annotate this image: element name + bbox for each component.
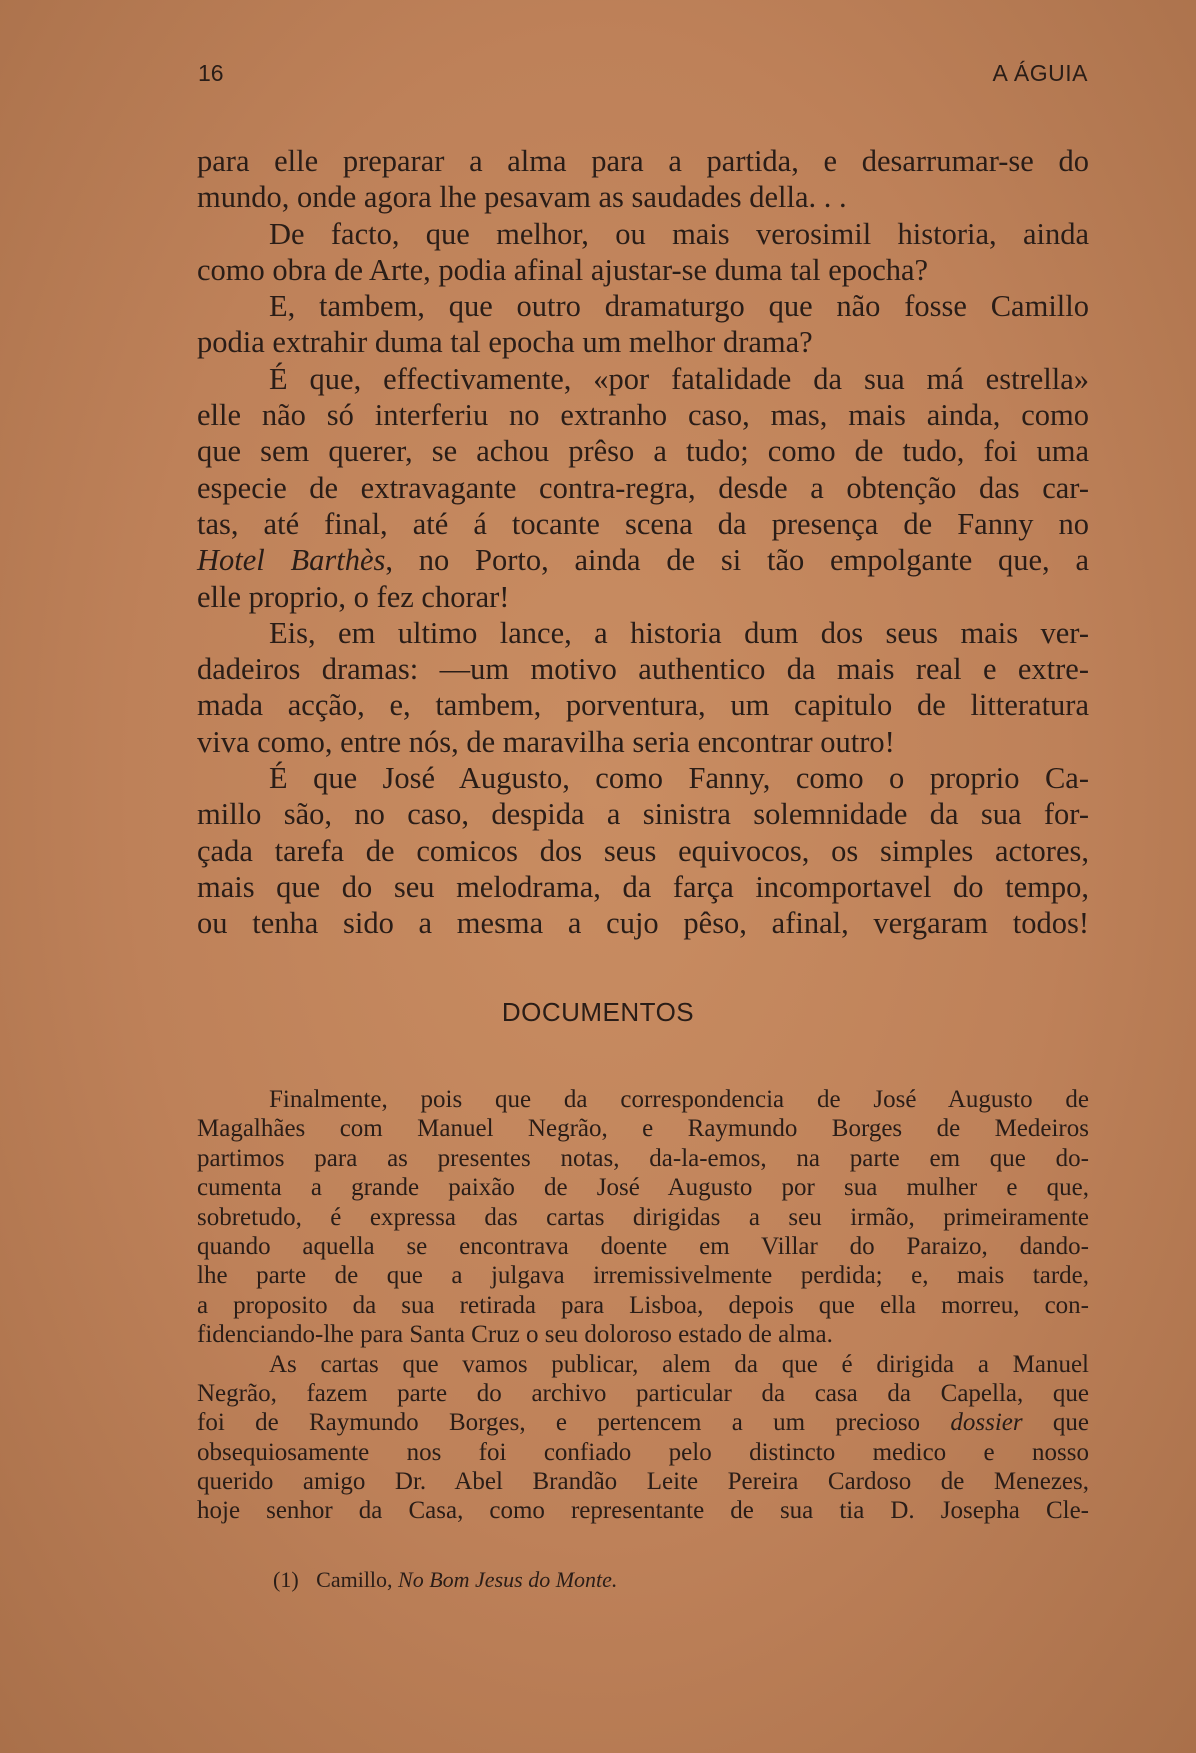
text-line: çada tarefa de comicos dos seus equivocos, os simples actores,: [197, 833, 1089, 868]
text-line: foi de Raymundo Borges, e pertencem a um precioso dossier que: [197, 1409, 1089, 1437]
text-line: mais que do seu melodrama, da farça incomportavel do tempo,: [197, 869, 1089, 904]
footnote-work: No Bom Jesus do Monte.: [398, 1567, 618, 1592]
italic-title: Hotel Barthès: [197, 543, 386, 578]
text-line: viva como, entre nós, de maravilha seria encontrar outro!: [197, 724, 895, 759]
text-line: As cartas que vamos publicar, alem da que é dirigida a Manuel: [269, 1350, 1089, 1378]
footnote: [273, 1567, 617, 1593]
text-line: Eis, em ultimo lance, a historia dum dos seus mais ver-: [269, 615, 1089, 650]
text-line: E, tambem, que outro dramaturgo que não fosse Camillo: [269, 289, 1089, 324]
text-line: fidenciando-lhe para Santa Cruz o seu doloroso estado de alma.: [197, 1321, 833, 1349]
text-line: Finalmente, pois que da correspondencia de José Augusto de: [269, 1086, 1089, 1113]
text-line: De facto, que melhor, ou mais verosimil historia, ainda: [269, 216, 1089, 251]
text-line: sobretudo, é expressa das cartas dirigidas a seu irmão, primeiramente: [197, 1203, 1089, 1231]
text-line: para elle preparar a alma para a partida, e desarrumar-se do: [197, 144, 1089, 178]
text-line: dadeiros dramas: —um motivo authentico da mais real e extre-: [197, 652, 1089, 687]
text-line: mundo, onde agora lhe pesavam as saudades della. . .: [197, 180, 847, 215]
footnote-marker: (1): [273, 1567, 299, 1592]
text-line: especie de extravagante contra-regra, desde a obtenção das car-: [197, 470, 1089, 505]
text-line: millo são, no caso, despida a sinistra solemnidade da sua for-: [197, 797, 1089, 832]
documents-text: [197, 1085, 1089, 1526]
text-line: É que, effectivamente, «por fatalidade da sua má estrella»: [269, 361, 1089, 396]
text-line: podia extrahir duma tal epocha um melhor drama?: [197, 325, 813, 360]
text-line: ou tenha sido a mesma a cujo pêso, afinal, vergaram todos!: [197, 906, 1089, 941]
text-line: Hotel Barthès, no Porto, ainda de si tão empolgante que, a: [197, 543, 1089, 578]
text-line: querido amigo Dr. Abel Brandão Leite Pereira Cardoso de Menezes,: [197, 1468, 1089, 1496]
text-line: Magalhães com Manuel Negrão, e Raymundo Borges de Medeiros: [197, 1115, 1089, 1143]
running-title: A ÁGUIA: [992, 60, 1088, 86]
main-text: [197, 143, 1089, 942]
section-heading: DOCUMENTOS: [501, 997, 695, 1027]
page-number: 16: [198, 60, 224, 86]
text-line: como obra de Arte, podia afinal ajustar-se duma tal epocha?: [197, 252, 929, 287]
text-line: partimos para as presentes notas, da-la-emos, na parte em que do-: [197, 1144, 1089, 1172]
text-line: hoje senhor da Casa, como representante de sua tia D. Josepha Cle-: [197, 1497, 1089, 1525]
text-line: elle não só interferiu no extranho caso, mas, mais ainda, como: [197, 398, 1089, 433]
text-line: quando aquella se encontrava doente em Villar do Paraizo, dando-: [197, 1232, 1089, 1260]
text-line: elle proprio, o fez chorar!: [197, 579, 510, 614]
text-line: tas, até final, até á tocante scena da presença de Fanny no: [197, 506, 1089, 541]
italic-word: dossier: [950, 1409, 1023, 1437]
text-line: É que José Augusto, como Fanny, como o proprio Ca-: [269, 761, 1089, 796]
text-line: lhe parte de que a julgava irremissivelmente perdida; e, mais tarde,: [197, 1262, 1089, 1290]
text-line: Negrão, fazem parte do archivo particular da casa da Capella, que: [197, 1379, 1089, 1407]
text-line: mada acção, e, tambem, porventura, um capitulo de litteratura: [197, 688, 1089, 723]
text-line: obsequiosamente nos foi confiado pelo distincto medico e nosso: [197, 1438, 1089, 1466]
text-line: que sem querer, se achou prêso a tudo; como de tudo, foi uma: [197, 434, 1089, 469]
page-header: [198, 60, 1088, 96]
footnote-author: Camillo,: [316, 1567, 393, 1592]
text-line: cumenta a grande paixão de José Augusto por sua mulher e que,: [197, 1174, 1089, 1202]
text-line: a proposito da sua retirada para Lisboa, depois que ella morreu, con-: [197, 1291, 1089, 1319]
